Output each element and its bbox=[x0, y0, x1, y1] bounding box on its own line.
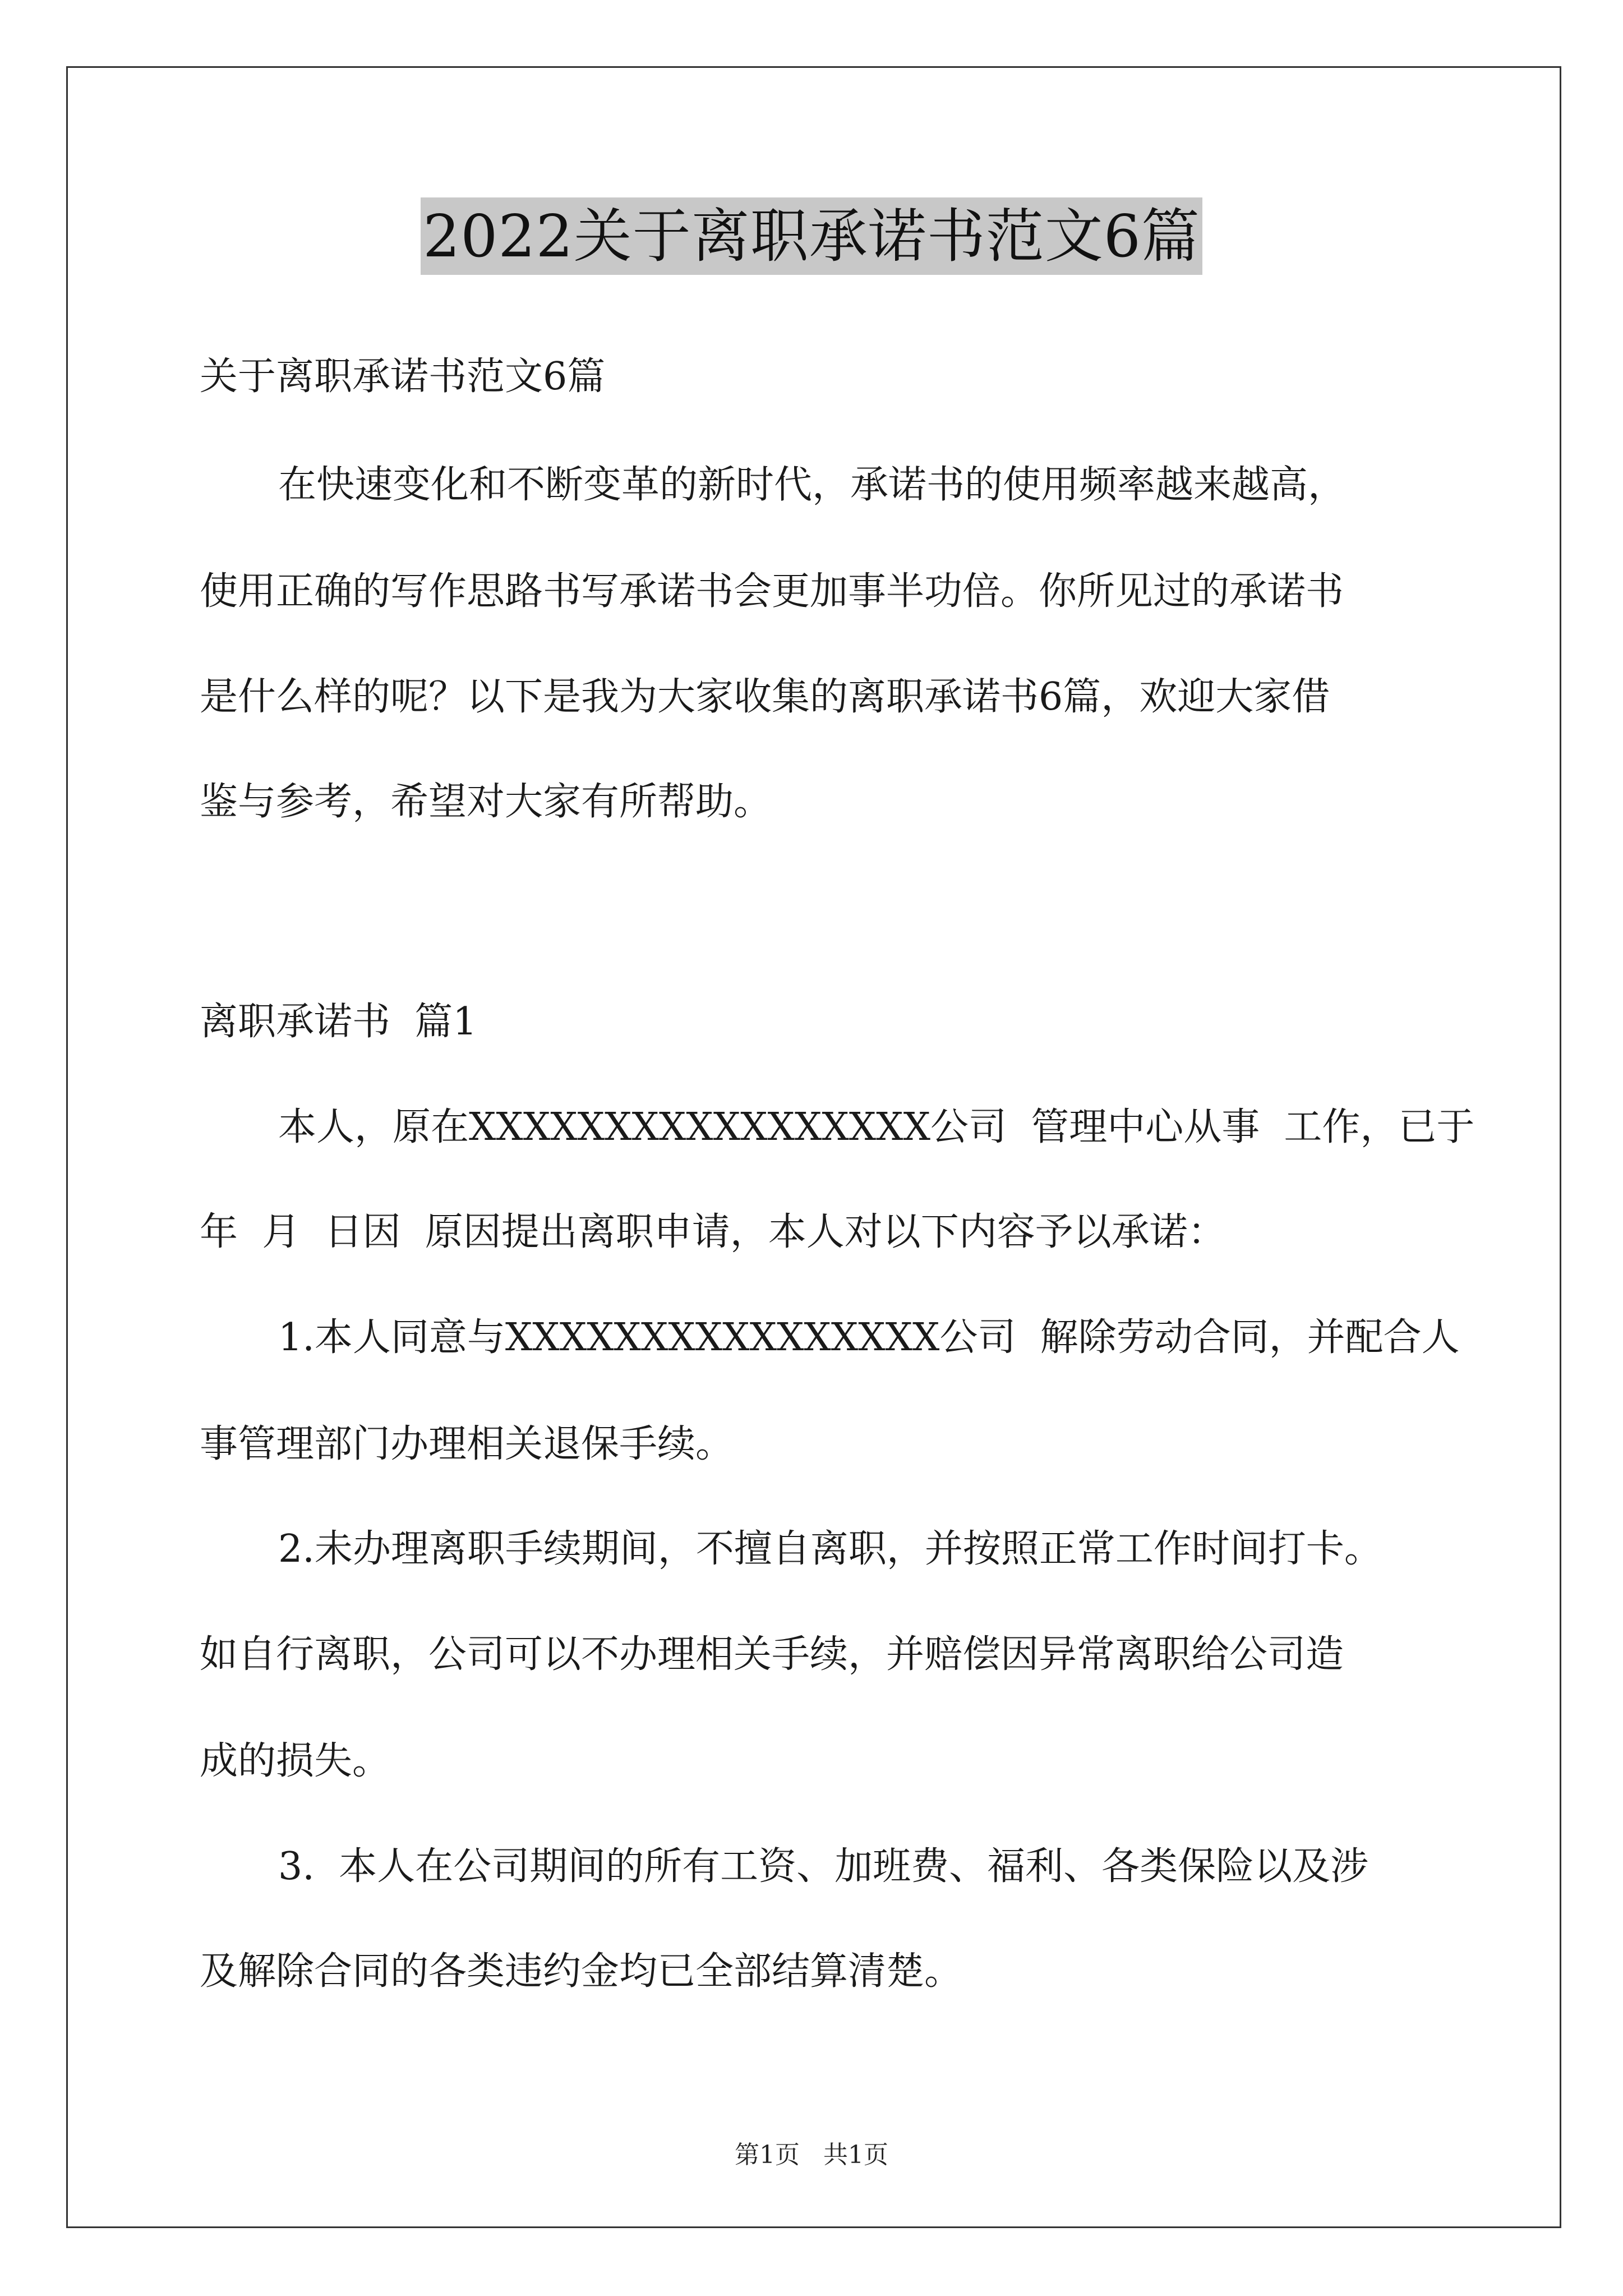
intro-line: 鉴与参考，希望对大家有所帮助。 bbox=[200, 780, 772, 824]
intro-line: 使用正确的写作思路书写承诺书会更加事半功倍。你所见过的承诺书 bbox=[200, 569, 1344, 614]
body-line: 本人，原在XXXXXXXXXXXXXXXXX公司 管理中心从事 工作，已于 bbox=[278, 1105, 1475, 1149]
body-line: 2.未办理离职手续期间，不擅自离职，并按照正常工作时间打卡。 bbox=[278, 1527, 1382, 1571]
page-footer: 第1页 共1页 bbox=[735, 2141, 888, 2169]
title-container bbox=[0, 197, 1623, 275]
body-line: 年 月 日因 原因提出离职申请，本人对以下内容予以承诺： bbox=[200, 1210, 1226, 1254]
body-line: 3. 本人在公司期间的所有工资、加班费、福利、各类保险以及涉 bbox=[278, 1844, 1369, 1889]
section-heading: 离职承诺书 篇1 bbox=[200, 1000, 477, 1044]
body-line: 1.本人同意与XXXXXXXXXXXXXXXX公司 解除劳动合同，并配合人 bbox=[278, 1315, 1460, 1360]
intro-line: 在快速变化和不断变革的新时代，承诺书的使用频率越来越高， bbox=[278, 463, 1347, 507]
intro-line: 是什么样的呢？以下是我为大家收集的离职承诺书6篇，欢迎大家借 bbox=[200, 675, 1330, 719]
document-title: 2022关于离职承诺书范文6篇 bbox=[421, 197, 1202, 275]
document-subtitle: 关于离职承诺书范文6篇 bbox=[200, 355, 606, 399]
body-line: 成的损失。 bbox=[200, 1739, 391, 1783]
body-line: 及解除合同的各类违约金均已全部结算清楚。 bbox=[200, 1949, 963, 1994]
body-line: 如自行离职，公司可以不办理相关手续，并赔偿因异常离职给公司造 bbox=[200, 1632, 1344, 1677]
body-line: 事管理部门办理相关退保手续。 bbox=[200, 1422, 734, 1466]
